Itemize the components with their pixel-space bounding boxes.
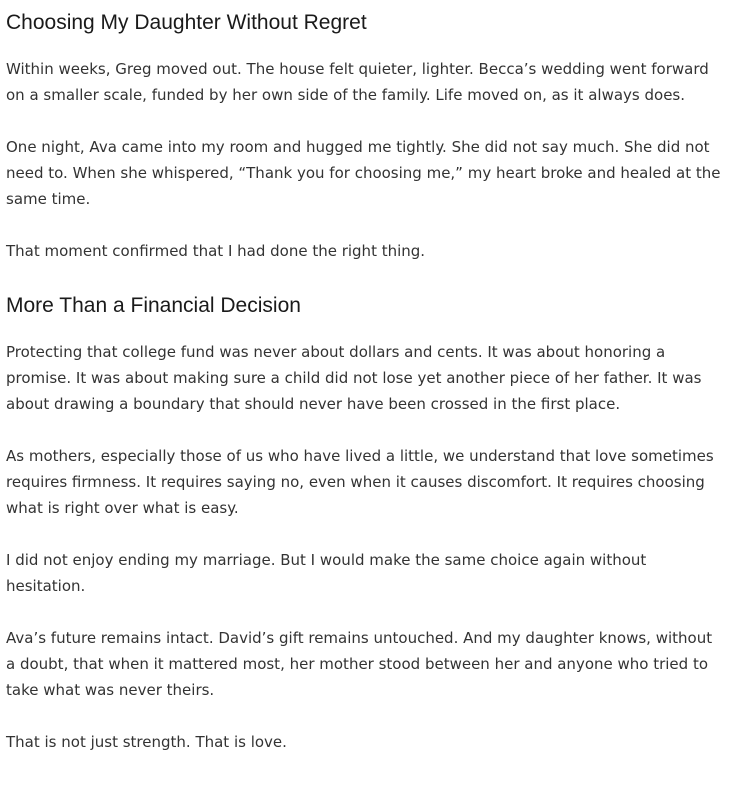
section-heading-financial-decision: More Than a Financial Decision <box>6 294 301 317</box>
paragraph: That moment confirmed that I had done the right thing. <box>6 242 426 260</box>
paragraph: Within weeks, Greg moved out. The house felt quieter, lighter. Becca’s wedding went forward on a smaller scale, funded by her own side of the family. Life moved on, as it always does. <box>6 60 709 104</box>
paragraph: I did not enjoy ending my marriage. But I would make the same choice again without hesitation. <box>6 551 647 595</box>
section-heading-choosing-my-daughter: Choosing My Daughter Without Regret <box>6 11 367 34</box>
paragraph: That is not just strength. That is love. <box>6 733 287 751</box>
paragraph: One night, Ava came into my room and hugged me tightly. She did not say much. She did not need to. When she whispered, “Thank you for choosing me,” my heart broke and healed at the same time. <box>6 138 721 208</box>
paragraph: Ava’s future remains intact. David’s gift remains untouched. And my daughter knows, without a doubt, that when it mattered most, her mother stood between her and anyone who tried to take what was never theirs. <box>6 629 713 699</box>
paragraph: As mothers, especially those of us who have lived a little, we understand that love sometimes requires firmness. It requires saying no, even when it causes discomfort. It requires choosing what is right over what is easy. <box>6 447 714 517</box>
paragraph: Protecting that college fund was never about dollars and cents. It was about honoring a promise. It was about making sure a child did not lose yet another piece of her father. It was about drawing a boundary that should never have been crossed in the first place. <box>6 343 702 413</box>
